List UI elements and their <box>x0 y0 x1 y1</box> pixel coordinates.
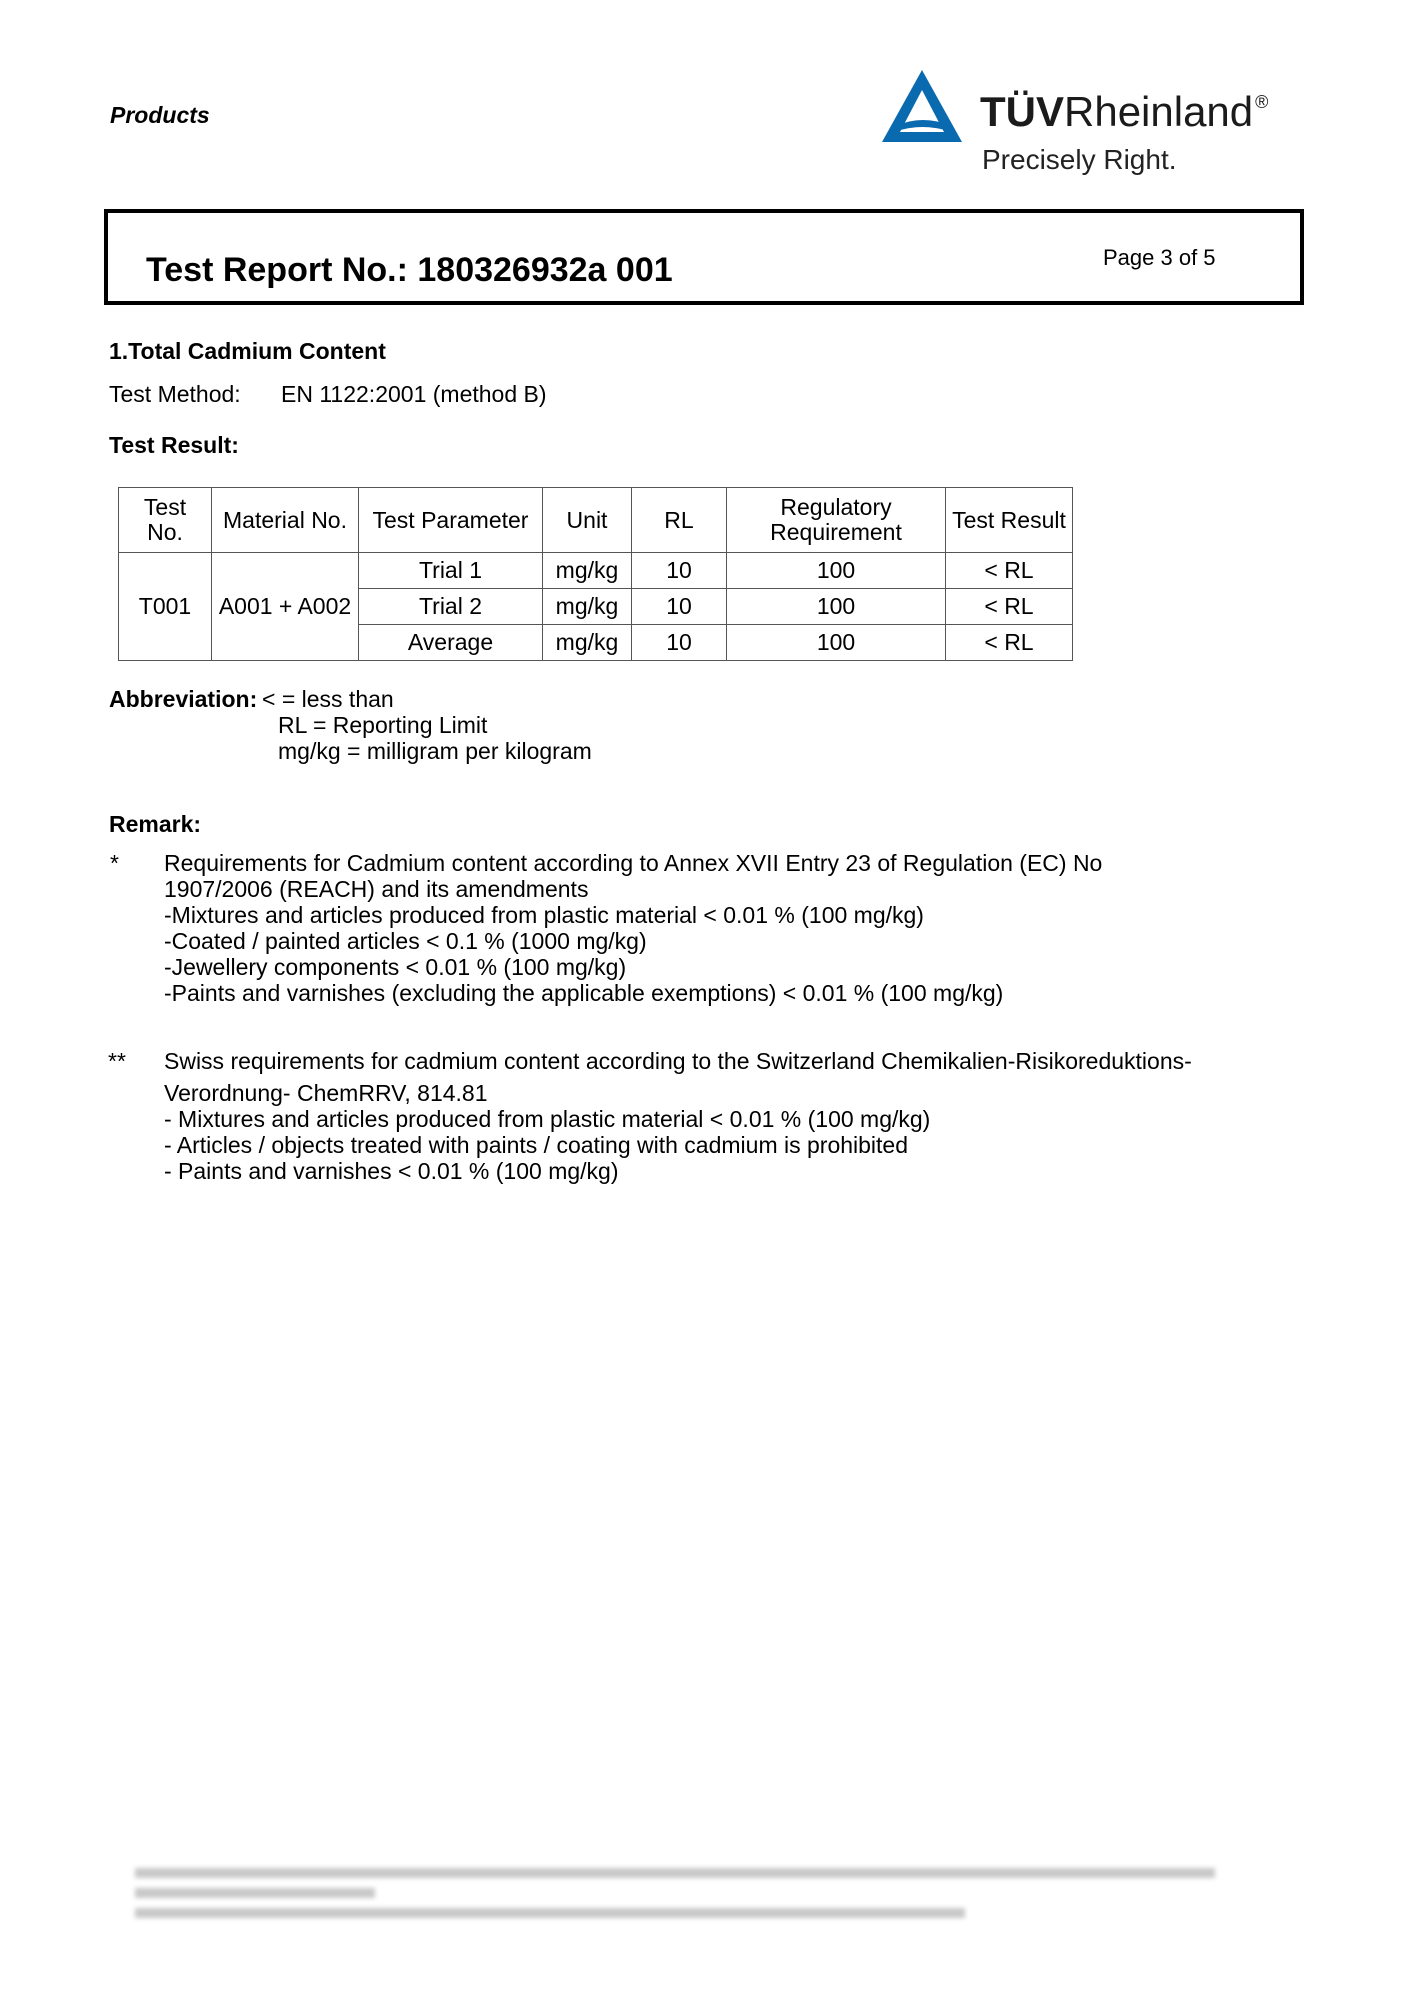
abbreviation-item: < = less than <box>262 686 394 712</box>
remark-line: 1907/2006 (REACH) and its amendments <box>164 876 589 902</box>
header-unit: Unit <box>543 488 632 553</box>
cell-result: < RL <box>946 553 1073 589</box>
section-label: Products <box>110 102 210 128</box>
blurred-footer <box>135 1868 1215 1918</box>
remark-marker: * <box>110 850 119 876</box>
cell-requirement: 100 <box>727 553 946 589</box>
cell-test-no: T001 <box>119 553 212 661</box>
cell-parameter: Trial 1 <box>359 553 543 589</box>
table-header-row <box>119 488 1073 553</box>
remark-line: Verordnung- ChemRRV, 814.81 <box>164 1080 488 1106</box>
cell-result: < RL <box>946 589 1073 625</box>
header-material-no: Material No. <box>212 488 359 553</box>
cell-requirement: 100 <box>727 625 946 661</box>
abbreviation-label: Abbreviation: <box>109 686 258 712</box>
test-result-title: Test Result: <box>109 432 239 458</box>
remark-line: - Mixtures and articles produced from plastic material < 0.01 % (100 mg/kg) <box>164 1106 931 1132</box>
remark-line: - Paints and varnishes < 0.01 % (100 mg/kg) <box>164 1158 619 1184</box>
cell-material-no: A001 + A002 <box>212 553 359 661</box>
abbreviation-item: RL = Reporting Limit <box>278 712 488 738</box>
remark-line: Swiss requirements for cadmium content according to the Switzerland Chemikalien-Risikoreduktions- <box>164 1048 1192 1074</box>
remark-line: -Coated / painted articles < 0.1 % (1000 mg/kg) <box>164 928 647 954</box>
cell-rl: 10 <box>632 553 727 589</box>
header-test-no: Test No. <box>119 488 212 553</box>
test-method-value: EN 1122:2001 (method B) <box>281 381 547 407</box>
cell-unit: mg/kg <box>543 625 632 661</box>
report-title: Test Report No.: 180326932a 001 <box>146 251 673 289</box>
remark-line: -Jewellery components < 0.01 % (100 mg/kg) <box>164 954 627 980</box>
remark-line: Requirements for Cadmium content according to Annex XVII Entry 23 of Regulation (EC) No <box>164 850 1103 876</box>
logo-brand: TÜVRheinland ® <box>980 88 1269 135</box>
cell-result: < RL <box>946 625 1073 661</box>
remark-line: - Articles / objects treated with paints / coating with cadmium is prohibited <box>164 1132 909 1158</box>
cell-unit: mg/kg <box>543 589 632 625</box>
results-table <box>118 487 1073 661</box>
header-regulatory-requirement: Regulatory Requirement <box>727 488 946 553</box>
cell-requirement: 100 <box>727 589 946 625</box>
table-row <box>119 553 1073 589</box>
remark-marker: ** <box>108 1048 126 1074</box>
remark-label: Remark: <box>109 811 202 837</box>
report-header-box <box>104 209 1304 305</box>
tuv-triangle-icon <box>880 68 964 144</box>
page-number: Page 3 of 5 <box>1103 245 1216 270</box>
cell-parameter: Average <box>359 625 543 661</box>
abbreviation-item: mg/kg = milligram per kilogram <box>278 738 592 764</box>
remark-line: -Mixtures and articles produced from plastic material < 0.01 % (100 mg/kg) <box>164 902 924 928</box>
logo-tagline: Precisely Right. <box>982 144 1177 175</box>
cell-unit: mg/kg <box>543 553 632 589</box>
section-title: 1.Total Cadmium Content <box>109 338 386 364</box>
header-test-parameter: Test Parameter <box>359 488 543 553</box>
test-method-label: Test Method: <box>109 381 241 407</box>
cell-rl: 10 <box>632 589 727 625</box>
header-rl: RL <box>632 488 727 553</box>
remark-line: -Paints and varnishes (excluding the applicable exemptions) < 0.01 % (100 mg/kg) <box>164 980 1004 1006</box>
cell-rl: 10 <box>632 625 727 661</box>
header-test-result: Test Result <box>946 488 1073 553</box>
cell-parameter: Trial 2 <box>359 589 543 625</box>
tuv-rheinland-logo <box>880 68 1300 183</box>
